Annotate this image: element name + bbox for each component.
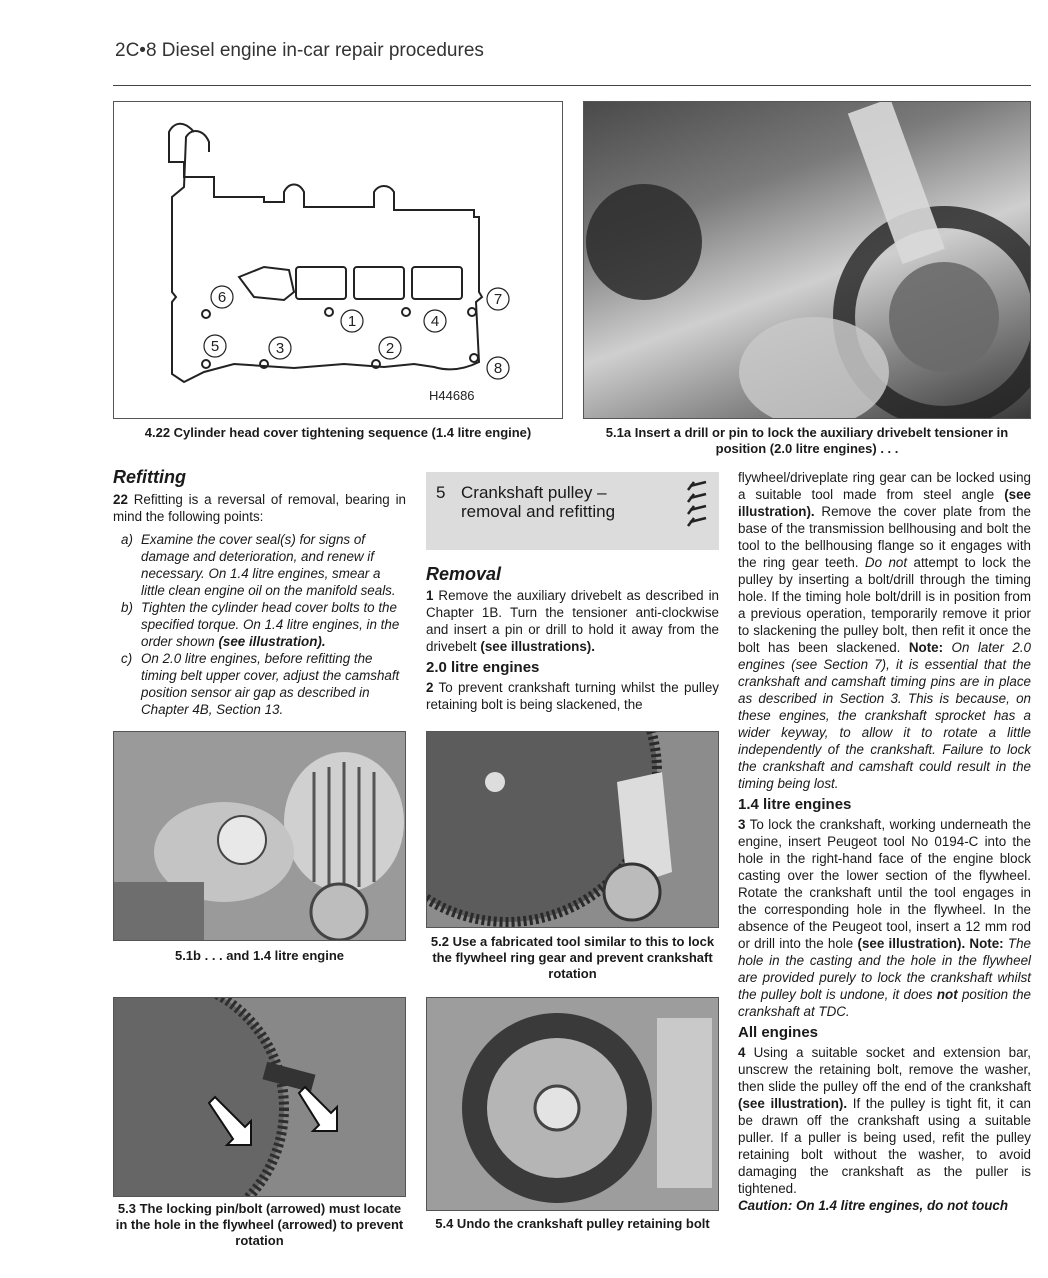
paragraph-4-number: 4 (738, 1045, 746, 1060)
removal-heading: Removal (426, 564, 502, 584)
figure-5-2-photo (426, 731, 719, 928)
figure-4-22-caption: 4.22 Cylinder head cover tightening sequence (1.4 litre engine) (144, 425, 532, 440)
figure-5-3-photo (113, 997, 406, 1197)
paragraph-22-text: Refitting is a reversal of removal, bearing in mind the following points: (113, 492, 406, 524)
callout-7-label: 7 (493, 291, 503, 308)
list-item-text: On 2.0 litre engines, before refitting the timing belt upper cover, adjust the camshaft position sensor air gap as described in Chapter 4B, Section 13. (141, 651, 400, 717)
paragraph-22 (113, 491, 406, 525)
header-rule (113, 85, 1031, 86)
figure-5-1b-illustration (114, 732, 405, 940)
see-illustration-ref: (see illustration). (218, 634, 326, 649)
figure-5-3-illustration (114, 998, 405, 1196)
list-item-text: Examine the cover seal(s) for signs of damage and deterioration, and renew if necessary. On 1.4 litre engines, smear a little clean engine oil on the manifold seals. (141, 532, 396, 598)
figure-5-1a-photo (583, 101, 1031, 419)
note-text: The hole in the casting and the hole in the flywheel are provided purely to lock the crankshaft whilst the pulley bolt is undone, it does (738, 936, 1031, 1002)
paragraph-1 (426, 587, 719, 655)
callout-8-label: 8 (493, 360, 503, 377)
list-item (121, 650, 406, 718)
paragraph-2-number: 2 (426, 680, 434, 695)
paragraph-3 (738, 816, 1031, 1020)
difficulty-spanner-icon (684, 478, 714, 540)
paragraph-2-cont-text-3: attempt to lock the pulley by inserting a bolt/drill through the timing hole. If the timing hole bolt/drill is in position from a previous operation, temporarily remove it prior to slackening the pulley bolt, then refit it once the bolt has been slackened. (738, 555, 1031, 655)
paragraph-4 (738, 1044, 1031, 1197)
note-label: Note: (908, 640, 944, 655)
callout-3-label: 3 (275, 340, 285, 357)
list-item (121, 531, 406, 599)
callout-5-label: 5 (210, 338, 220, 355)
list-item-label: a) (121, 532, 133, 547)
cylinder-head-cover-drawing (114, 102, 562, 418)
paragraph-2-continued (738, 469, 1031, 792)
right-column-text (738, 469, 1031, 1214)
paragraph-3-number: 3 (738, 817, 746, 832)
subheading-all-engines: All engines (738, 1024, 819, 1041)
section-number: 5 (436, 483, 446, 502)
callout-1-label: 1 (347, 313, 357, 330)
see-illustration-ref: (see illustration). (738, 487, 1031, 519)
paragraph-1-text: Remove the auxiliary drivebelt as described in Chapter 1B. Turn the tensioner anti-clockwise and insert a pin or drill to hold it away from the drivebelt (426, 588, 719, 654)
paragraph-2-cont-text-2: Remove the cover plate from the base of the transmission bellhousing and bolt the tool to the bellhousing flange so it engages with the ring gear teeth. (738, 504, 1031, 570)
list-item-label: c) (121, 651, 133, 666)
paragraph-4-text: Using a suitable socket and extension bar, unscrew the retaining bolt, remove the washer, then slide the pulley off the end of the crankshaft (738, 1045, 1031, 1094)
subheading-1-4-litre: 1.4 litre engines (738, 796, 852, 813)
figure-5-4-photo (426, 997, 719, 1211)
figure-5-2-caption: 5.2 Use a fabricated tool similar to this to lock the flywheel ring gear and prevent crankshaft rotation (430, 934, 715, 981)
left-column-text (113, 491, 406, 718)
subheading-2-0-litre: 2.0 litre engines (426, 659, 540, 676)
drawing-reference: H44686 (429, 388, 475, 403)
paragraph-4-text-2: If the pulley is tight fit, it can be drawn off the crankshaft using a suitable puller. If a puller is being used, refit the pulley retaining bolt without the washer, to avoid damaging the crankshaft as the puller is tightened. (738, 1096, 1031, 1196)
list-item-label: b) (121, 600, 133, 615)
do-not-emphasis: Do not (864, 555, 908, 570)
figure-5-2-illustration (427, 732, 718, 927)
figure-4-22 (113, 101, 563, 419)
figure-5-1a-illustration (584, 102, 1030, 418)
see-illustration-ref: (see illustration). (857, 936, 966, 951)
paragraph-22-number: 22 (113, 492, 128, 507)
figure-5-1a-caption: 5.1a Insert a drill or pin to lock the auxiliary drivebelt tensioner in position (2.0 litre engines) . . . (605, 425, 1009, 456)
refitting-list (113, 531, 406, 718)
callout-4-label: 4 (430, 313, 440, 330)
callout-6-label: 6 (217, 289, 227, 306)
middle-column-text (426, 587, 719, 713)
note-label: Note: (969, 936, 1004, 951)
not-emphasis: not (936, 987, 958, 1002)
see-illustration-ref: (see illustration). (738, 1096, 848, 1111)
note-text-end: position the crankshaft at TDC. (738, 987, 1031, 1019)
figure-5-4-illustration (427, 998, 718, 1210)
page-header-title: 2C•8 Diesel engine in-car repair procedures (115, 40, 484, 61)
section-title-line-1: Crankshaft pulley – (461, 483, 607, 502)
section-title-line-2: removal and refitting (461, 502, 616, 521)
figure-5-1b-caption: 5.1b . . . and 1.4 litre engine (174, 948, 345, 963)
callout-2-label: 2 (385, 340, 395, 357)
refitting-heading: Refitting (113, 467, 186, 487)
see-illustrations-ref: (see illustrations). (480, 639, 595, 654)
paragraph-2 (426, 679, 719, 713)
list-item (121, 599, 406, 650)
figure-5-4-caption: 5.4 Undo the crankshaft pulley retaining bolt (435, 1216, 710, 1231)
figure-5-1b-photo (113, 731, 406, 941)
caution-text: Caution: On 1.4 litre engines, do not touch (738, 1198, 1009, 1213)
paragraph-3-text: To lock the crankshaft, working underneath the engine, insert Peugeot tool No 0194-C into the hole in the right-hand face of the engine block casting over the lower section of the flywheel. Rotate the crankshaft until the tool engages in the corresponding hole in the flywheel. In the absence of the Peugeot tool, insert a 12 mm rod or drill into the hole (738, 817, 1031, 951)
list-item-text: Tighten the cylinder head cover bolts to the specified torque. On 1.4 litre engines, in the order shown (141, 600, 400, 649)
figure-5-3-caption: 5.3 The locking pin/bolt (arrowed) must locate in the hole in the flywheel (arrowed) to prevent rotation (115, 1201, 404, 1248)
paragraph-2-text: To prevent crankshaft turning whilst the pulley retaining bolt is being slackened, the (426, 680, 719, 712)
section-5-heading-box (426, 472, 719, 550)
note-text: On later 2.0 engines (see Section 7), it is essential that the crankshaft and camshaft timing pins are in place as described in Section 3. This is because, on these engines, the crankshaft sprocket has a wider keyway, to allow it to rotate a little independently of the crankshaft. Failure to lock the crankshaft and camshaft could result in the timing being lost. (738, 640, 1031, 791)
paragraph-1-number: 1 (426, 588, 434, 603)
paragraph-2-cont-text: flywheel/driveplate ring gear can be locked using a suitable tool made from steel angle (738, 470, 1031, 502)
